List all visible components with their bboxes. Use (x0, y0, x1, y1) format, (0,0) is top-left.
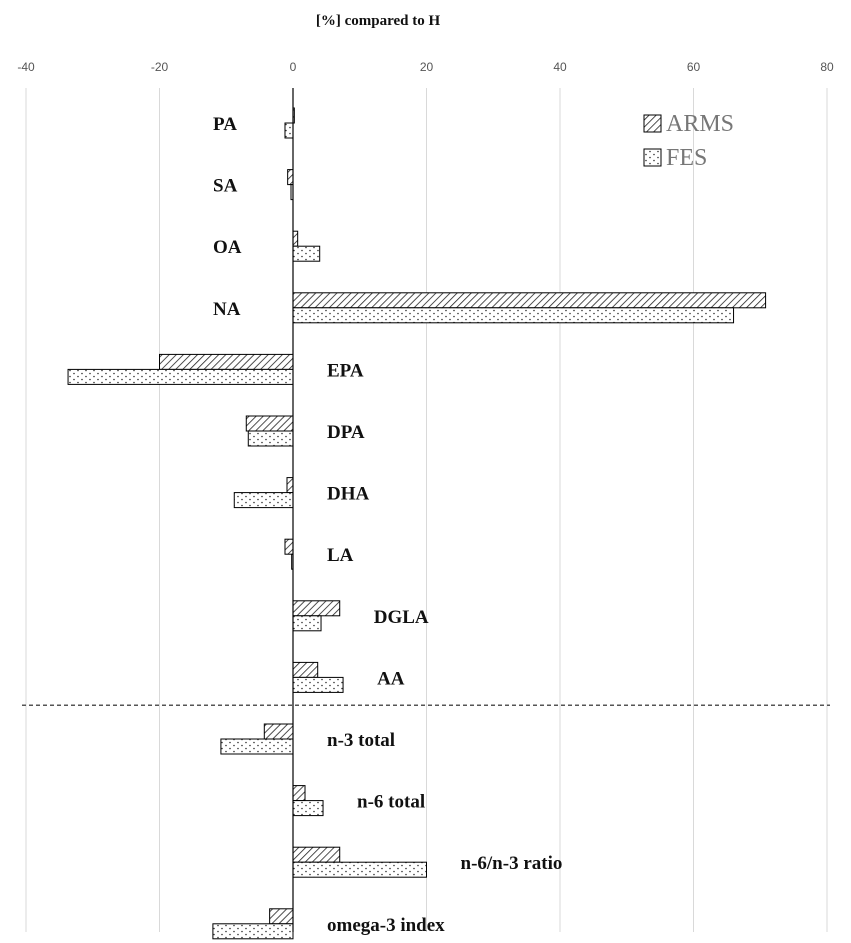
x-tick-label: -20 (150, 60, 169, 74)
bar-fes-n-6-n-3-ratio (293, 862, 427, 877)
bar-arms-oa (293, 231, 298, 246)
bar-arms-la (285, 539, 293, 554)
legend (644, 111, 734, 171)
x-tick-label: -40 (17, 60, 35, 74)
bar-arms-epa (160, 354, 294, 369)
bar-fes-omega-3-index (213, 924, 293, 939)
category-label-na: NA (213, 298, 241, 320)
legend-label-arms: ARMS (666, 111, 735, 137)
category-label-omega-3-index: omega-3 index (327, 914, 445, 936)
x-tick-label: 0 (289, 60, 297, 74)
category-label-oa: OA (213, 237, 242, 259)
bars (68, 108, 766, 939)
x-tick-label: 40 (553, 60, 567, 74)
bar-fes-pa (285, 123, 293, 138)
legend-swatch-arms (644, 115, 661, 132)
category-label-pa: PA (213, 114, 237, 135)
bar-arms-dpa (246, 416, 293, 431)
bar-fes-dha (234, 493, 293, 508)
category-label-dha: DHA (327, 483, 370, 505)
category-label-epa: EPA (327, 360, 364, 382)
bar-fes-epa (68, 369, 293, 384)
legend-label-fes: FES (666, 145, 708, 171)
bar-arms-n-6-n-3-ratio (293, 847, 340, 862)
category-label-dgla: DGLA (373, 606, 429, 628)
x-axis-ticks (17, 60, 834, 74)
x-tick-label: 80 (820, 60, 834, 74)
category-labels (213, 114, 562, 936)
category-label-n-6-total: n-6 total (357, 791, 426, 813)
legend-swatch-fes (644, 149, 661, 166)
bar-fes-dgla (293, 616, 321, 631)
chart-title: [%] compared to H (315, 13, 441, 29)
category-label-dpa: DPA (327, 422, 365, 443)
bar-arms-aa (293, 662, 318, 677)
bar-arms-n-6-total (293, 786, 305, 801)
category-label-n-3-total: n-3 total (327, 730, 396, 751)
bar-fes-na (293, 308, 734, 323)
bar-arms-sa (288, 170, 293, 185)
bar-fes-n-6-total (293, 801, 323, 816)
bar-arms-dha (287, 478, 293, 493)
bar-arms-omega-3-index (270, 909, 293, 924)
gridlines (26, 88, 827, 932)
category-label-aa: AA (377, 668, 405, 690)
bar-fes-dpa (248, 431, 293, 446)
category-label-sa: SA (213, 175, 238, 197)
bar-arms-dgla (293, 601, 340, 616)
bar-fes-oa (293, 246, 320, 261)
category-label-la: LA (327, 545, 354, 567)
bar-fes-aa (293, 677, 343, 692)
category-label-n-6-n-3-ratio: n-6/n-3 ratio (460, 853, 563, 875)
x-tick-label: 60 (686, 60, 701, 74)
x-tick-label: 20 (419, 60, 434, 74)
bar-arms-na (293, 293, 766, 308)
bar-arms-n-3-total (264, 724, 293, 739)
bar-fes-n-3-total (221, 739, 293, 754)
